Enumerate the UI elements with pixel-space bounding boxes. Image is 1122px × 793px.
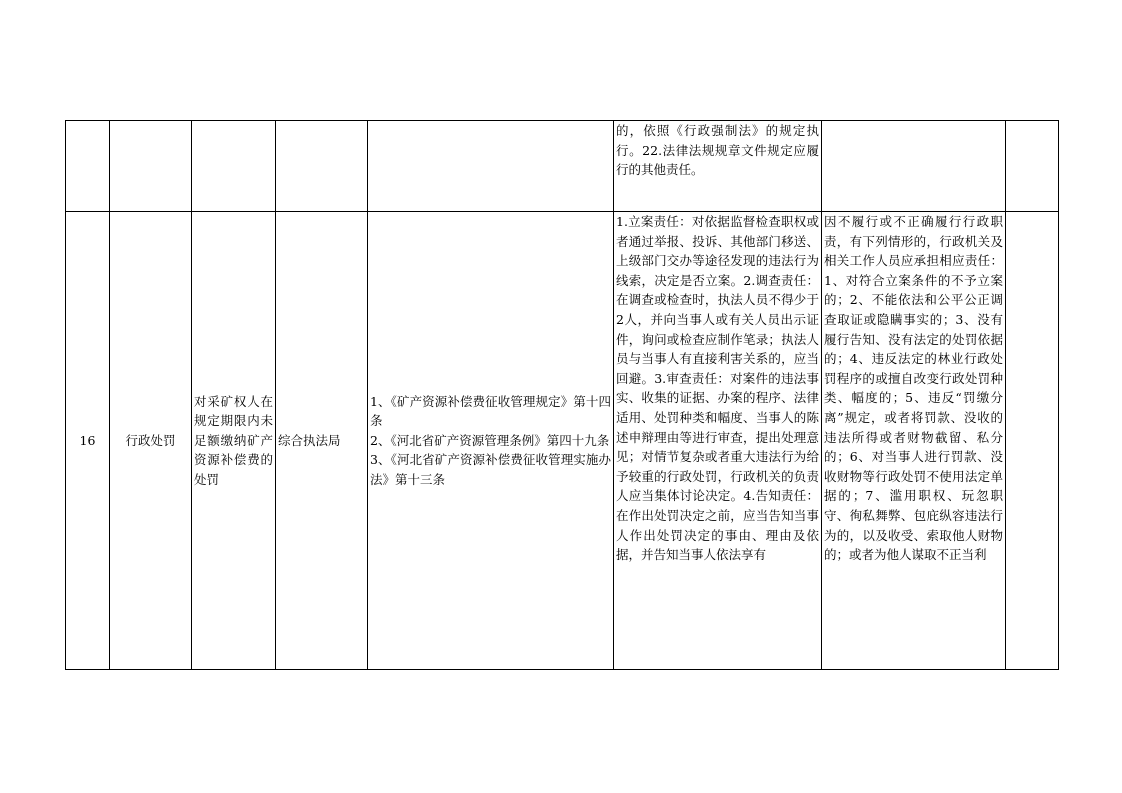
department-cell: 综合执法局 (276, 212, 368, 670)
liability-cell (822, 121, 1006, 212)
legal-basis-cell (368, 121, 614, 212)
department-cell (276, 121, 368, 212)
table-row (66, 121, 1059, 212)
number-cell (66, 121, 110, 212)
legal-basis-line: 1、《矿产资源补偿费征收管理规定》第十四条 (370, 393, 611, 429)
number-cell: 16 (66, 212, 110, 670)
item-name-cell: 对采矿权人在规定期限内未足额缴纳矿产资源补偿费的处罚 (192, 212, 276, 670)
category-cell: 行政处罚 (110, 212, 192, 670)
power-list-table (65, 120, 1059, 670)
category-cell (110, 121, 192, 212)
legal-basis-line: 3、《河北省矿产资源补偿费征收管理实施办法》第十三条 (370, 452, 611, 487)
responsibility-cell: 的，依照《行政强制法》的规定执行。22.法律法规规章文件规定应履行的其他责任。 (614, 121, 822, 212)
legal-basis-line: 2、《河北省矿产资源管理条例》第四十九条 (370, 432, 610, 448)
table-row (66, 212, 1059, 670)
responsibility-cell: 1.立案责任：对依据监督检查职权或者通过举报、投诉、其他部门移送、上级部门交办等途径发现的违法行为线索，决定是否立案。2.调查责任：在调查或检查时，执法人员不得少于2人，并向当事人或有关人员出示证件，询问或检查应制作笔录；执法人员与当事人有直接利害关系的，应当回避。3.审查责任：对案件的违法事实、收集的证据、办案的程序、法律适用、处罚种类和幅度、当事人的陈述申辩理由等进行审查，提出处理意见；对情节复杂或者重大违法行为给予较重的行政处罚，行政机关的负责人应当集体讨论决定。4.告知责任：在作出处罚决定之前，应当告知当事人作出处罚决定的事由、理由及依据，并告知当事人依法享有 (614, 212, 822, 670)
remarks-cell (1006, 212, 1059, 670)
item-name-cell (192, 121, 276, 212)
remarks-cell (1006, 121, 1059, 212)
legal-basis-cell (368, 212, 614, 670)
liability-cell: 因不履行或不正确履行行政职责，有下列情形的，行政机关及相关工作人员应承担相应责任：1、对符合立案条件的不予立案的；2、不能依法和公平公正调查取证或隐瞒事实的；3、没有履行告知、没有法定的处罚依据的；4、违反法定的林业行政处罚程序的或擅自改变行政处罚种类、幅度的；5、违反“罚缴分离”规定，或者将罚款、没收的违法所得或者财物截留、私分的；6、对当事人进行罚款、没收财物等行政处罚不使用法定单据的；7、滥用职权、玩忽职守、徇私舞弊、包庇纵容违法行为的，以及收受、索取他人财物的；或者为他人谋取不正当利 (822, 212, 1006, 670)
